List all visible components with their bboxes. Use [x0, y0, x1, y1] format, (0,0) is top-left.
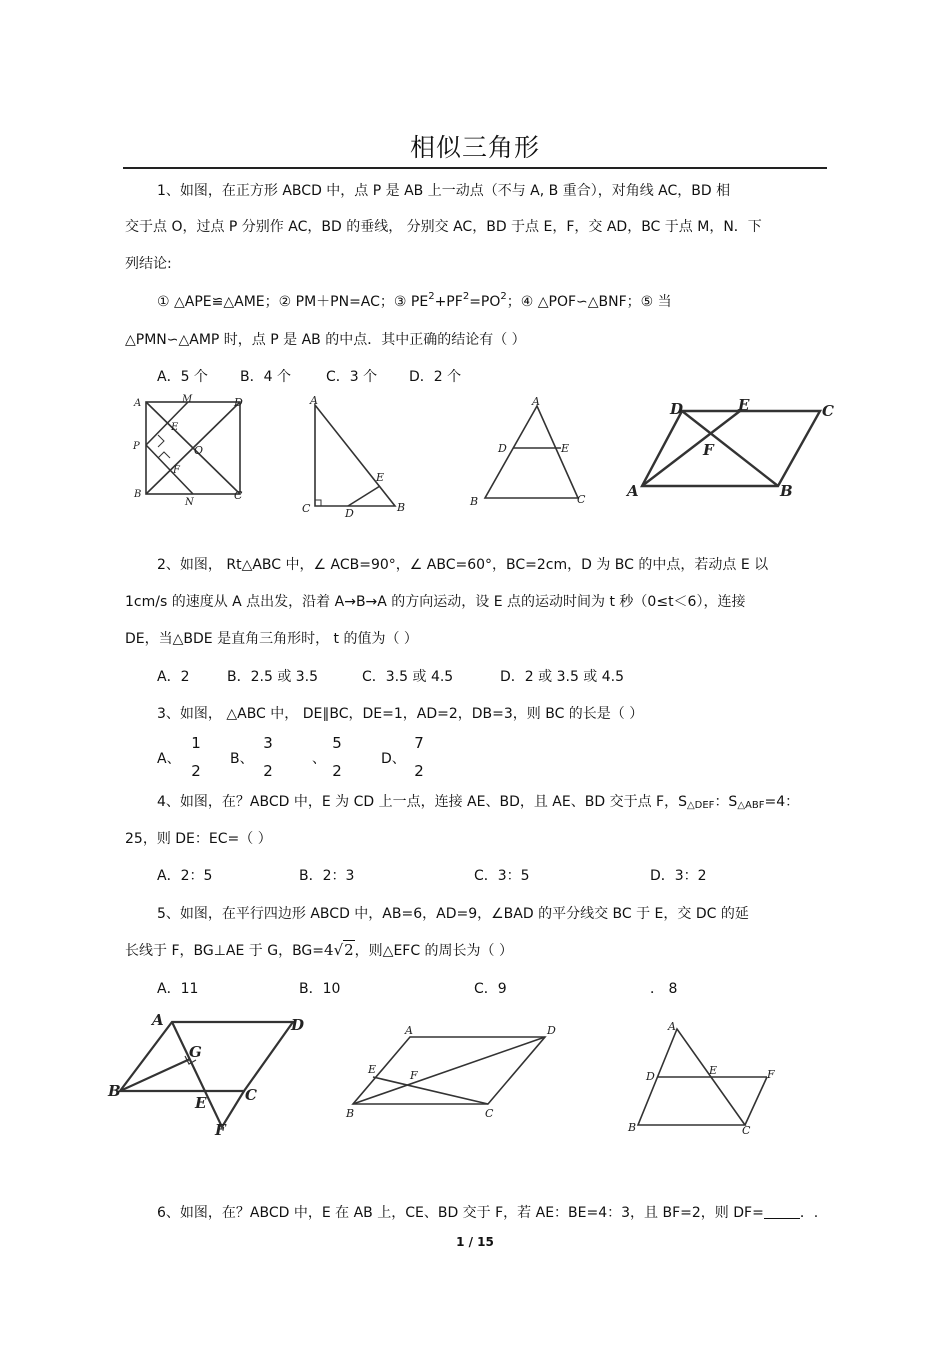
sqrt-radicand: 2	[344, 941, 354, 959]
superscript: 2	[462, 291, 470, 302]
vertex-label: F	[215, 1121, 226, 1139]
answer-blank[interactable]	[764, 1204, 800, 1219]
q5-line-2	[125, 940, 829, 961]
q4-option-a: A．2：5	[157, 868, 213, 884]
vertex-label: E	[709, 1064, 718, 1077]
vertex-label: G	[189, 1043, 202, 1061]
vertex-label: B	[134, 489, 142, 500]
vertex-label: A	[532, 395, 540, 408]
vertex-label: C	[742, 1124, 751, 1137]
q6-text: 6、如图，在？ABCD 中，E 在 AB 上，CE、BD 交于 F，若 AE：BE=4：3，且 BF=2，则 DF=	[157, 1205, 764, 1221]
q1-line-2: 交于点 O，过点 P 分别作 AC，BD 的垂线， 分别交 AC，BD 于点 E，F，交 AD，BC 于点 M，N．下	[125, 219, 762, 235]
vertex-label: B	[108, 1082, 121, 1100]
q3-option-a-denominator: 2	[191, 762, 201, 780]
vertex-label: A	[310, 394, 318, 407]
figure-triangle-parallelogram	[620, 1018, 790, 1138]
q2-line-1: 2、如图， Rt△ABC 中，∠ ACB=90°，∠ ABC=60°，BC=2cm，D 为 BC 的中点，若动点 E 以	[157, 557, 769, 573]
q2-line-2: 1cm/s 的速度从 A 点出发，沿着 A→B→A 的方向运动，设 E 点的运动时间为 t 秒（0≤t＜6），连接	[125, 594, 746, 610]
q1-line-4b: +PF	[434, 294, 463, 310]
q1-line-1: 1、如图，在正方形 ABCD 中，点 P 是 AB 上一动点（不与 A, B 重合），对角线 AC，BD 相	[157, 183, 731, 199]
q3-option-d-numerator: 7	[414, 734, 424, 752]
vertex-label: A	[134, 398, 142, 409]
vertex-label: E	[738, 396, 750, 414]
q5-option-c: C．9	[474, 981, 507, 997]
figure-parallelogram-bisector	[105, 1008, 315, 1138]
figure-triangle-de-parallel	[465, 392, 600, 512]
vertex-label: F	[410, 1069, 418, 1082]
vertex-label: C	[822, 402, 834, 420]
q3-option-b-label: B、	[230, 751, 254, 767]
vertex-label: C	[245, 1086, 257, 1104]
q3-option-a-numerator: 1	[191, 734, 201, 752]
subscript: △ABF	[737, 800, 765, 811]
q3-line-1: 3、如图， △ABC 中， DE∥BC，DE=1，AD=2，DB=3，则 BC 的长是（ ）	[157, 706, 644, 722]
title-divider	[123, 167, 827, 169]
q4-line-1a: 4、如图，在？ABCD 中，E 为 CD 上一点，连接 AE、BD，且 AE、BD 交于点 F，S	[157, 794, 687, 810]
vertex-label: E	[376, 471, 385, 484]
q4-option-c: C．3：5	[474, 868, 530, 884]
vertex-label: D	[547, 1024, 556, 1037]
vertex-label: E	[195, 1094, 207, 1112]
q5-line-2a: 长线于 F，BG⊥AE 于 G，BG=	[125, 943, 325, 959]
q1-line-5: △PMN∽△AMP 时，点 P 是 AB 的中点．其中正确的结论有（ ）	[125, 332, 526, 348]
vertex-label: B	[780, 482, 793, 500]
q6-line-1	[157, 1203, 829, 1223]
q5-option-d: ． 8	[650, 981, 678, 997]
figure-right-triangle	[300, 392, 420, 522]
vertex-label: F	[173, 465, 180, 476]
vertex-label: C	[302, 502, 311, 515]
vertex-label: D	[670, 400, 684, 418]
q1-option-d: D．2 个	[409, 369, 462, 385]
vertex-label: C	[577, 493, 586, 506]
q2-option-a: A．2	[157, 669, 190, 685]
vertex-label: P	[133, 441, 140, 452]
superscript: 2	[428, 291, 435, 302]
q4-line-1c: =4：	[764, 794, 800, 810]
q4-line-1b: ：S	[714, 794, 738, 810]
q2-option-b: B．2.5 或 3.5	[227, 669, 319, 685]
vertex-label: D	[291, 1016, 305, 1034]
q3-option-c-numerator: 5	[332, 734, 342, 752]
vertex-label: B	[470, 495, 479, 508]
vertex-label: A	[668, 1020, 676, 1033]
q6-tail: ．.	[799, 1205, 819, 1221]
figure-square-abcd	[128, 392, 248, 512]
q4-line-1	[157, 792, 829, 812]
vertex-label: C	[234, 489, 243, 502]
q5-line-1: 5、如图，在平行四边形 ABCD 中，AB=6，AD=9，∠BAD 的平分线交 BC 于 E，交 DC 的延	[157, 906, 749, 922]
q1-line-4	[157, 292, 829, 312]
vertex-label: A	[152, 1011, 164, 1029]
q3-option-b-numerator: 3	[263, 734, 273, 752]
vertex-label: F	[703, 441, 714, 459]
q2-option-d: D．2 或 3.5 或 4.5	[500, 669, 625, 685]
q1-option-b: B．4 个	[240, 369, 291, 385]
vertex-label: O	[194, 444, 204, 457]
q5-option-a: A．11	[157, 981, 199, 997]
q2-option-c: C．3.5 或 4.5	[362, 669, 454, 685]
q3-option-a-label: A、	[157, 751, 181, 767]
q4-line-2: 25，则 DE：EC=（ ）	[125, 831, 272, 847]
q5-option-b: B．10	[299, 981, 341, 997]
vertex-label: F	[767, 1068, 775, 1081]
q1-line-3: 列结论:	[125, 256, 172, 272]
sqrt-expression: 4√2	[324, 941, 354, 959]
vertex-label: E	[561, 442, 570, 455]
vertex-label: E	[368, 1063, 377, 1076]
page-title: 相似三角形	[409, 133, 540, 162]
q5-line-2b: ，则△EFC 的周长为（ ）	[354, 943, 514, 959]
vertex-label: D	[345, 507, 354, 520]
q1-line-4c: =PO	[469, 294, 501, 310]
vertex-label: B	[628, 1121, 637, 1134]
subscript: △DEF	[686, 800, 715, 811]
vertex-label: D	[646, 1070, 655, 1083]
q2-line-3: DE，当△BDE 是直角三角形时， t 的值为（ ）	[125, 631, 418, 647]
sqrt-coefficient: 4	[324, 941, 334, 959]
q3-option-d-label: D、	[381, 751, 406, 767]
q1-option-a: A．5 个	[157, 369, 208, 385]
vertex-label: D	[234, 396, 243, 409]
q3-option-b-denominator: 2	[263, 762, 273, 780]
figure-parallelogram-2	[340, 1018, 570, 1128]
q1-line-4a: ① △APE≌△AME；② PM＋PN=AC；③ PE	[157, 294, 429, 310]
q1-line-4d: ；④ △POF∽△BNF；⑤ 当	[506, 294, 672, 310]
page-number: 1 / 15	[456, 1235, 494, 1249]
vertex-label: B	[397, 501, 406, 514]
q3-option-d-denominator: 2	[414, 762, 424, 780]
vertex-label: E	[171, 422, 179, 433]
q3-option-c-denominator: 2	[332, 762, 342, 780]
vertex-label: D	[498, 442, 507, 455]
vertex-label: A	[405, 1024, 413, 1037]
vertex-label: B	[346, 1107, 355, 1120]
vertex-label: N	[185, 497, 194, 508]
figure-parallelogram-1	[620, 392, 845, 507]
superscript: 2	[500, 291, 507, 302]
q1-option-c: C．3 个	[326, 369, 378, 385]
vertex-label: M	[182, 394, 193, 405]
vertex-label: C	[485, 1107, 494, 1120]
vertex-label: A	[627, 482, 639, 500]
q4-option-d: D．3：2	[650, 868, 707, 884]
q4-option-b: B．2：3	[299, 868, 355, 884]
q3-option-c-label: 、	[312, 751, 326, 767]
